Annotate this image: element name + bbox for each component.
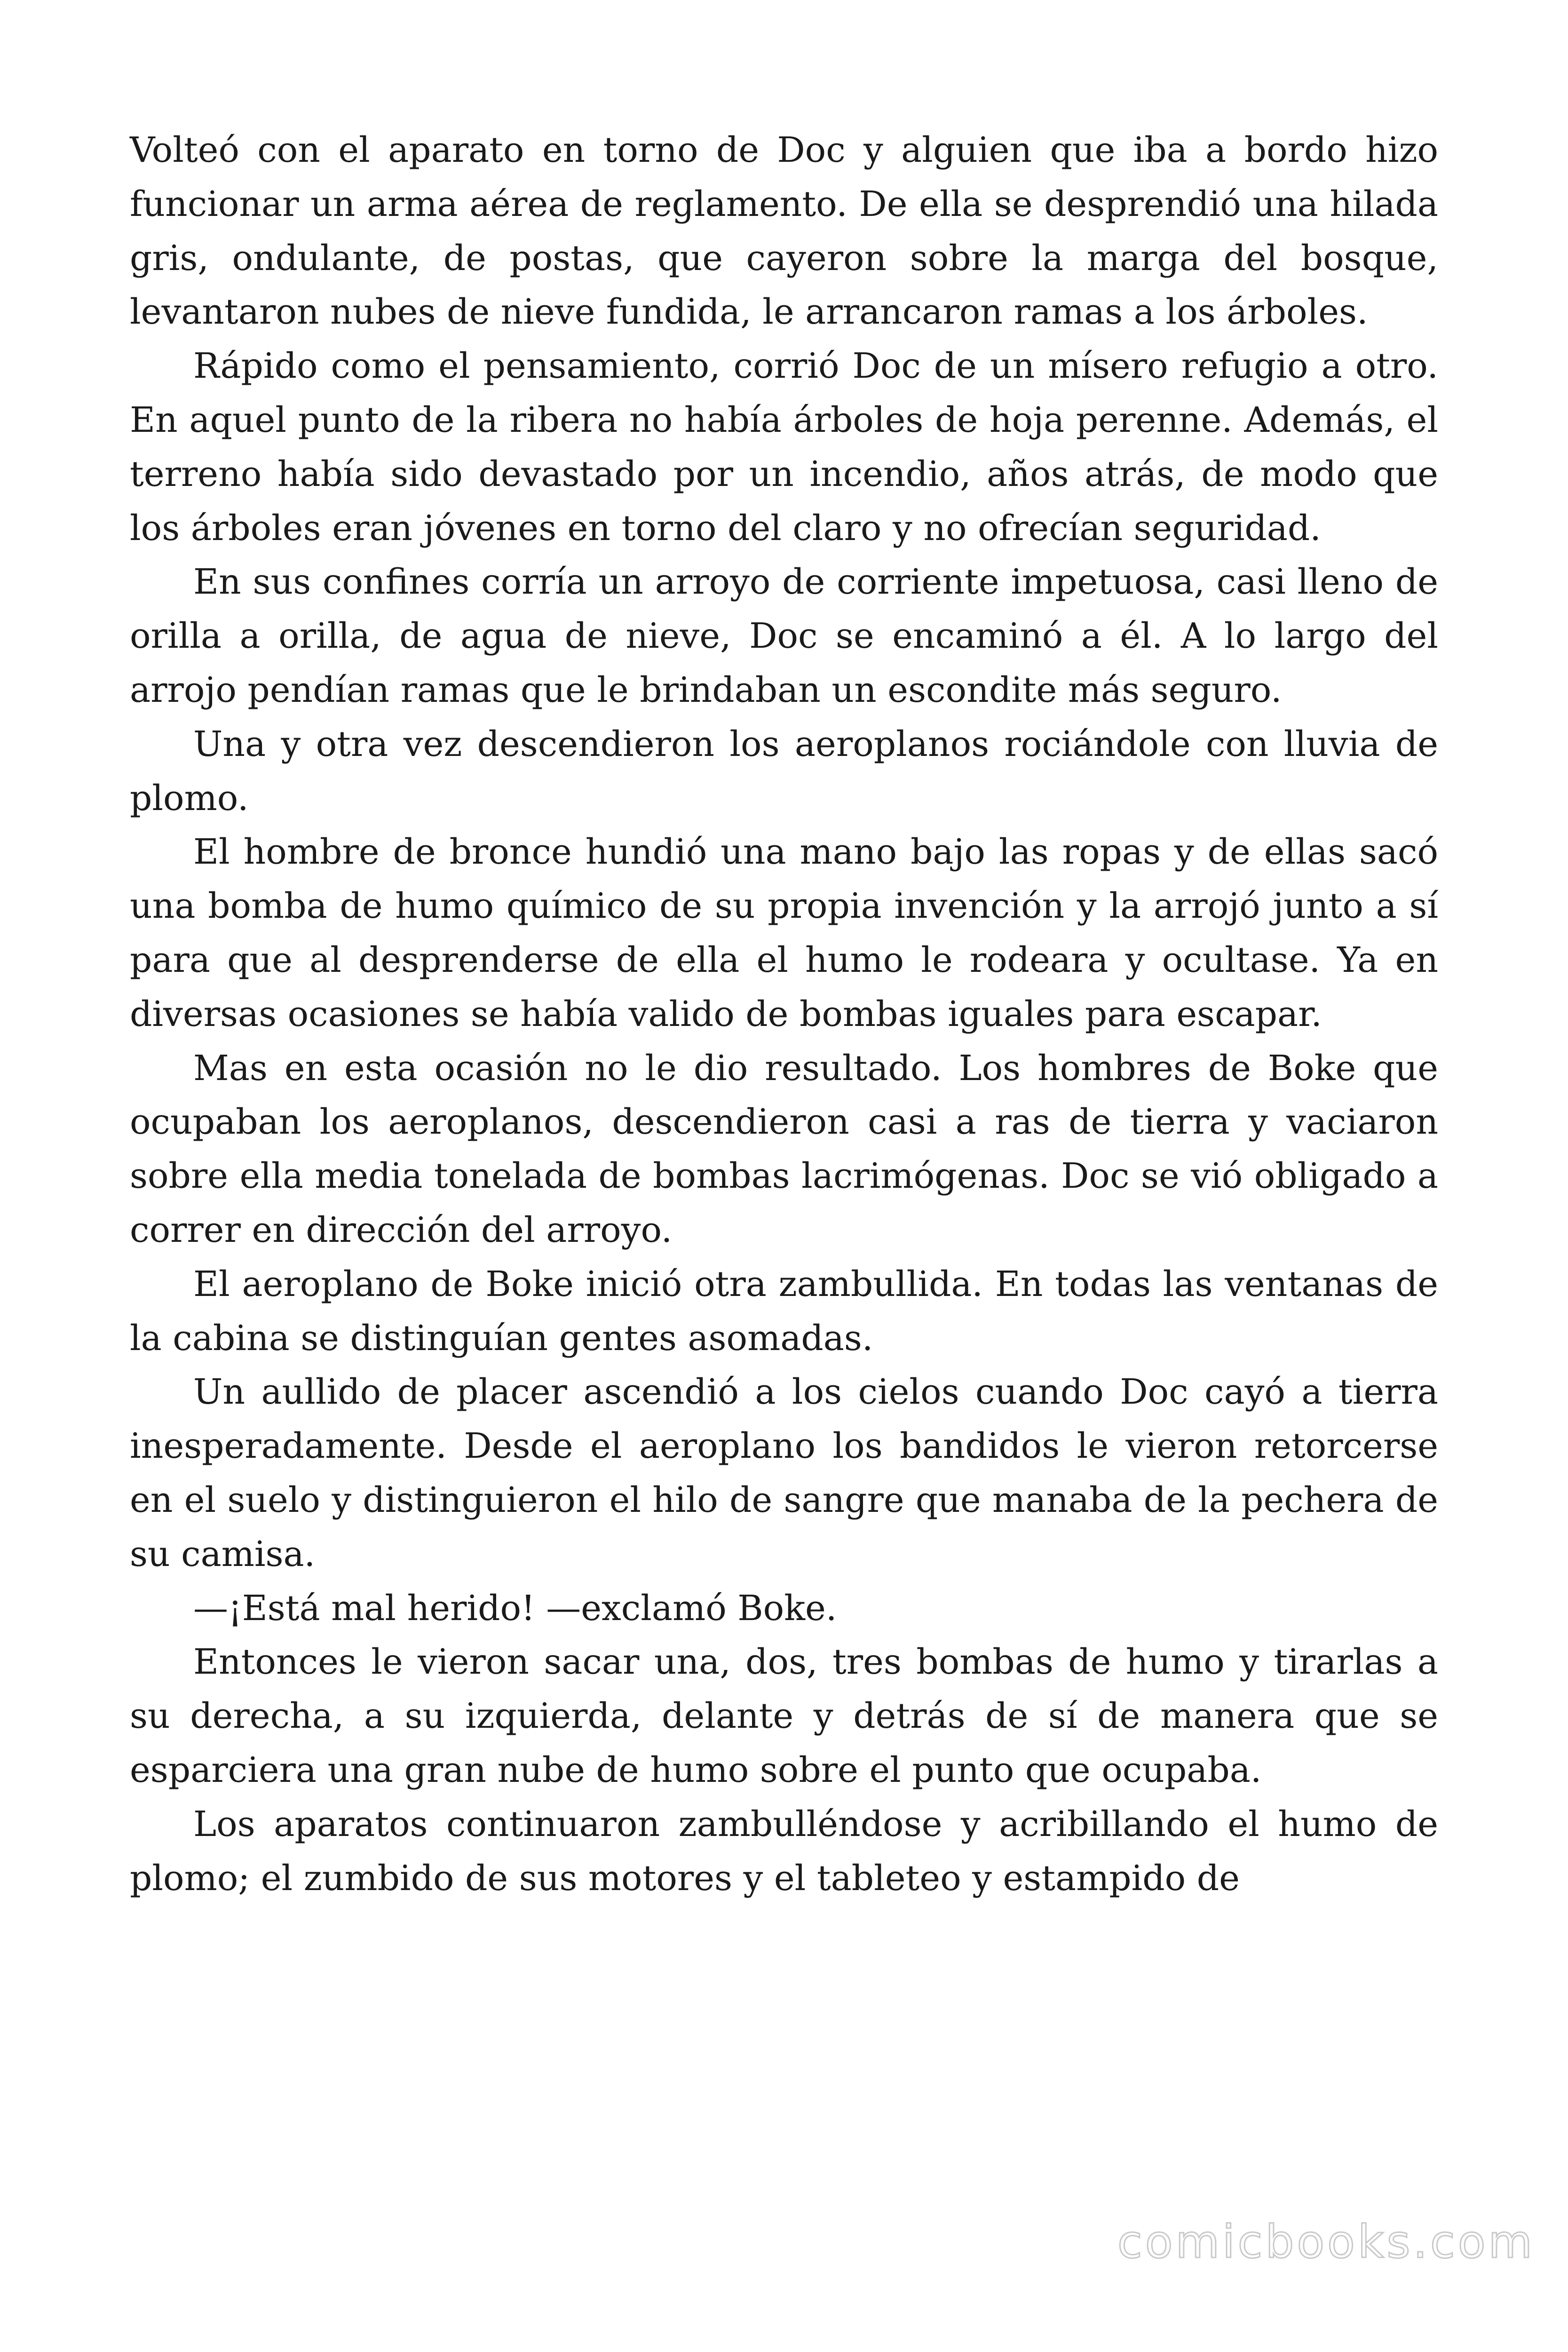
paragraph-6: Mas en esta ocasión no le dio resultado. Los hombres de Boke que ocupaban los aeroplanos, descendieron casi a ras de tierra y vaciaron sobre ella media tonelada de bombas lacrimógenas. Doc se vió obligado a correr en dirección del arroyo. xyxy=(130,1048,1438,1250)
paragraph-1: Volteó con el aparato en torno de Doc y alguien que iba a bordo hizo funcionar un arma aérea de reglamento. De ella se desprendió una hilada gris, ondulante, de postas, que cayeron sobre la marga del bosque, levantaron nubes de nieve fundida, le arrancaron ramas a los árboles. xyxy=(130,130,1438,333)
watermark: comicbooks.com xyxy=(1117,2216,1535,2268)
body-text xyxy=(130,123,1438,1905)
paragraph-10: Entonces le vieron sacar una, dos, tres bombas de humo y tirarlas a su derecha, a su izquierda, delante y detrás de sí de manera que se esparciera una gran nube de humo sobre el punto que ocupaba. xyxy=(130,1642,1438,1790)
paragraph-2: Rápido como el pensamiento, corrió Doc de un mísero refugio a otro. En aquel punto de la ribera no había árboles de hoja perenne. Además, el terreno había sido devastado por un incendio, años atrás, de modo que los árboles eran jóvenes en torno del claro y no ofrecían seguridad. xyxy=(130,346,1438,548)
paragraph-9: —¡Está mal herido! —exclamó Boke. xyxy=(193,1588,837,1629)
paragraph-5: El hombre de bronce hundió una mano bajo las ropas y de ellas sacó una bomba de humo químico de su propia invención y la arrojó junto a sí para que al desprenderse de ella el humo le rodeara y ocultase. Ya en diversas ocasiones se había valido de bombas iguales para escapar. xyxy=(130,832,1438,1034)
paragraph-4: Una y otra vez descendieron los aeroplanos rociándole con lluvia de plomo. xyxy=(130,723,1438,818)
paragraph-8: Un aullido de placer ascendió a los cielos cuando Doc cayó a tierra inesperadamente. Desde el aeroplano los bandidos le vieron retorcerse en el suelo y distinguieron el hilo de sangre que manaba de la pechera de su camisa. xyxy=(130,1372,1438,1574)
paragraph-7: El aeroplano de Boke inició otra zambullida. En todas las ventanas de la cabina se distinguían gentes asomadas. xyxy=(130,1263,1438,1359)
paragraph-11: Los aparatos continuaron zambulléndose y acribillando el humo de plomo; el zumbido de sus motores y el tableteo y estampido de xyxy=(130,1804,1438,1899)
paragraph-3: En sus confines corría un arroyo de corriente impetuosa, casi lleno de orilla a orilla, de agua de nieve, Doc se encaminó a él. A lo largo del arrojo pendían ramas que le brindaban un escondite más seguro. xyxy=(130,562,1438,710)
